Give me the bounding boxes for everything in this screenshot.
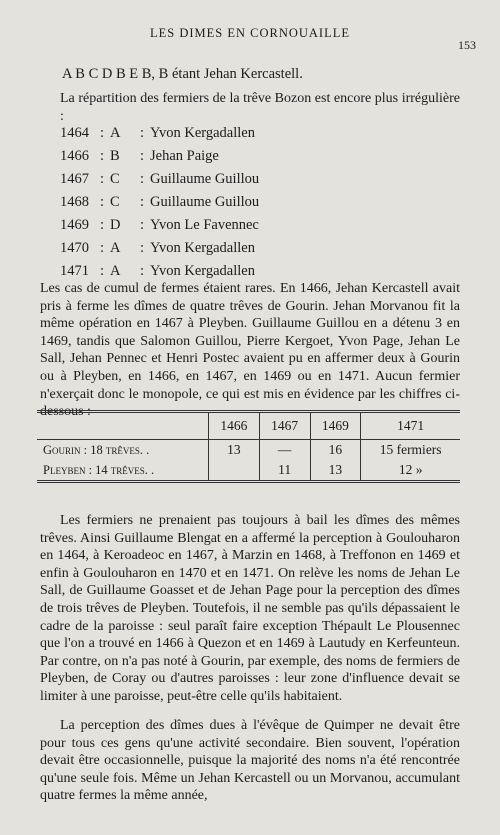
list-item: 1466 : B : Jehan Paige	[60, 148, 219, 164]
paragraph-bozon: La répartition des fermiers de la trêve Bozon est encore plus irrégulière :	[60, 91, 460, 124]
intro-line: A B C D B E B, B étant Jehan Kercastell.	[62, 66, 303, 82]
paragraph-fermiers: Les fermiers ne prenaient pas toujours à bail les dîmes des mêmes trêves. Ainsi Guillaume Blengat en a affermé la perception à Goulouharon en 1464, à Keroadeoc en 1467, à Marzin en 1468, à Treffonon en 1469 et enfin à Goulouharon en 1470 et en 1471. On relève les noms de Jehan Le Sall, de Guillaume Goasset et de Jehan Page pour la perception des dîmes de trois trêves de Pleyben. Toutefois, il ne semble pas qu'ils dépassaient le cadre de la paroisse : seul paraît faire exception Thépault Le Plousennec que l'on a trouvé en 1466 à Quezon et en 1469 à Lautudy en Kerfeunteun. Par contre, on n'a pas noté à Gourin, par exemple, des noms de fermiers de Pleyben, de Coray ou d'autres paroisses : leur zone d'influence devait se limiter à une paroisse, peut-être celle qu'ils habitaient.	[40, 513, 460, 704]
table-header: 1467	[259, 412, 310, 440]
paragraph-perception: La perception des dîmes dues à l'évêque de Quimper ne devait être pour tous ces gens qu'une activité secondaire. Bien souvent, l'opération devait être occasionnelle, puisque la majorité des noms n'a été rencontrée qu'une seule fois. Même un Jehan Kercastell ou un Morvanou, accumulant quatre fermes la même année,	[40, 718, 460, 804]
table-row: Gourin : 18 trêves. . 13 — 16 15 fermiers	[37, 440, 460, 461]
table-header: 1466	[209, 412, 260, 440]
row-label: Pleyben : 14 trêves. .	[43, 462, 155, 477]
table-header: 1471	[361, 412, 460, 440]
farmers-table	[37, 410, 460, 483]
running-title: LES DIMES EN CORNOUAILLE	[149, 26, 351, 40]
list-item: 1468 : C : Guillaume Guillou	[60, 194, 260, 210]
list-item: 1469 : D : Yvon Le Favennec	[60, 217, 259, 233]
page-number: 153	[458, 38, 476, 52]
list-item: 1470 : A : Yvon Kergadallen	[60, 240, 255, 256]
table-header: 1469	[310, 412, 361, 440]
list-item: 1464 : A : Yvon Kergadallen	[60, 125, 255, 141]
bozon-farmer-list	[60, 122, 259, 283]
table-corner	[37, 412, 209, 440]
list-item: 1467 : C : Guillaume Guillou	[60, 171, 260, 187]
table-row: Pleyben : 14 trêves. . 11 13 12 »	[37, 460, 460, 482]
row-label: Gourin : 18 trêves. .	[43, 442, 150, 457]
paragraph-cumul: Les cas de cumul de fermes étaient rares. En 1466, Jehan Kercastell avait pris à ferme les dîmes de quatre trêves de Gourin. Jehan Morvanou fit la même opération en 1467 à Pleyben. Guillaume Guillou en a détenu 3 en 1469, tandis que Salomon Guillou, Pierre Kergoet, Yvon Page, Jehan Le Sall, Jehan Pennec et Henri Postec avaient pu en affermer deux à Gourin ou à Pleyben, en 1466, en 1467, en 1469 ou en 1471. Aucun fermier n'exerçait donc le monopole, ce qui est mis en évidence par les chiffres ci-dessous :	[40, 281, 460, 420]
list-item: 1471 : A : Yvon Kergadallen	[60, 263, 255, 279]
